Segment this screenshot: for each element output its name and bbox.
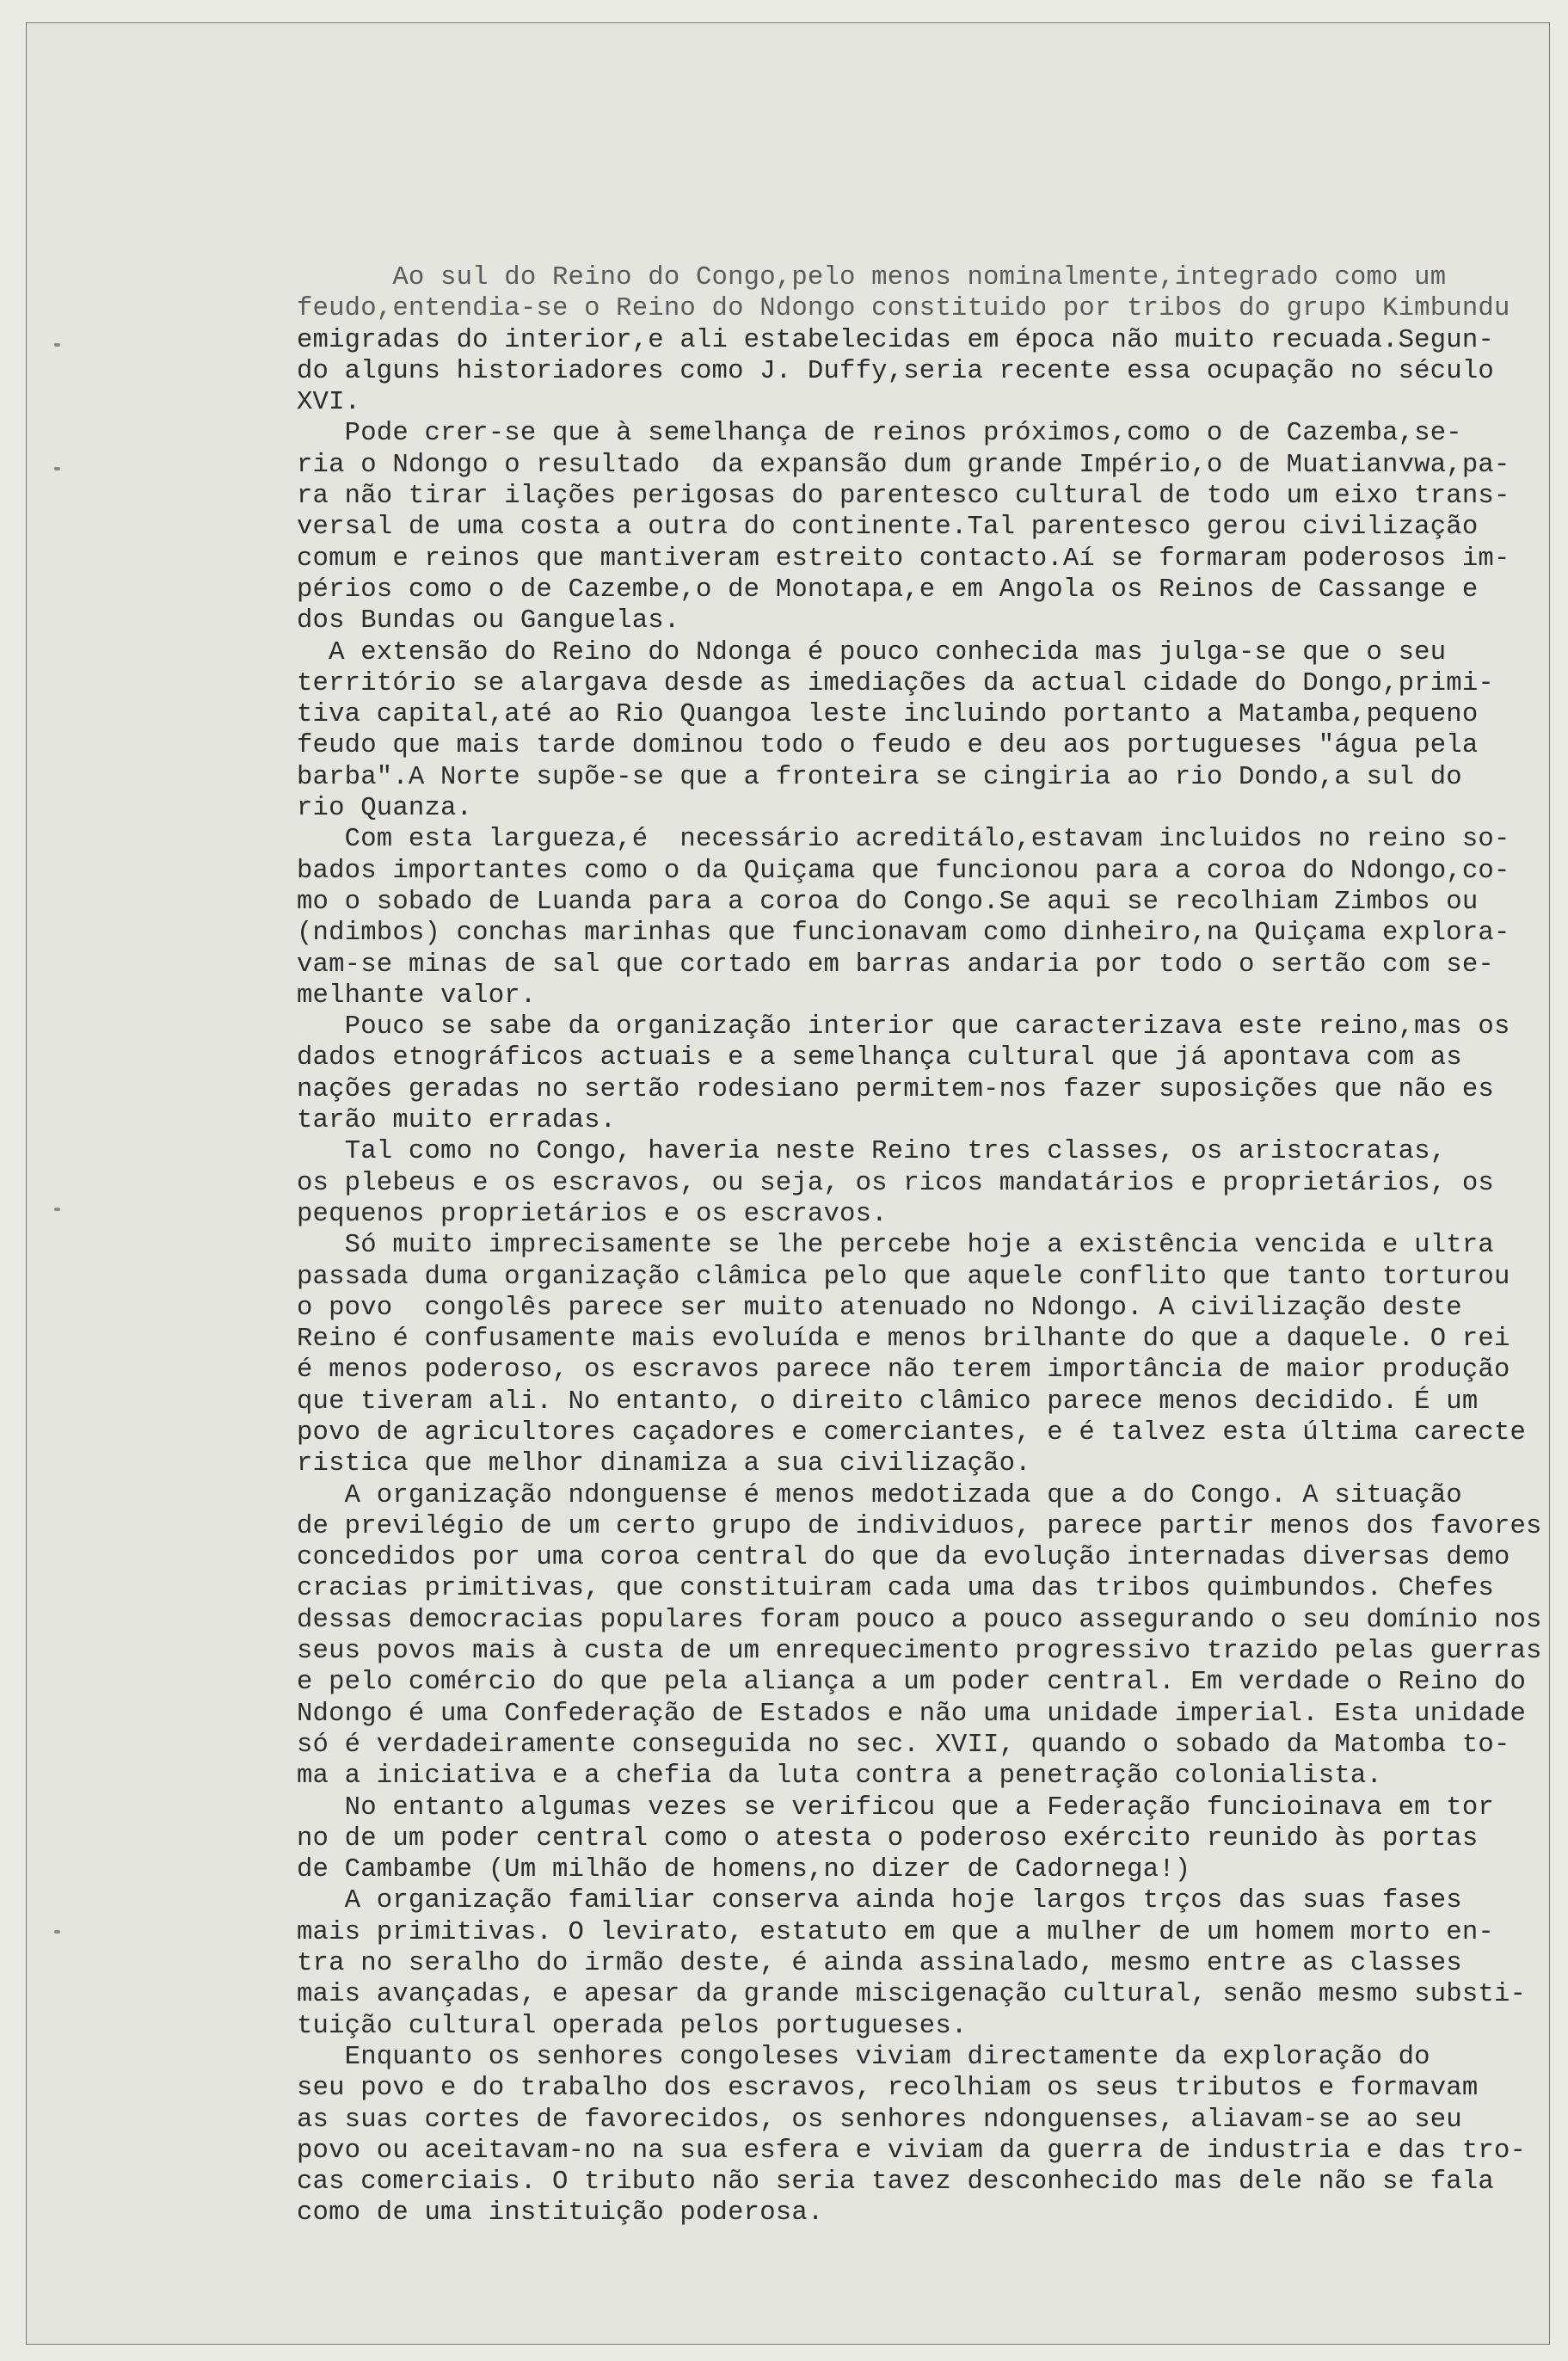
text-line: no de um poder central como o atesta o poderoso exército reunido às portas	[297, 1823, 1479, 1854]
text-line: pequenos proprietários e os escravos.	[297, 1199, 888, 1229]
text-line: de Cambambe (Um milhão de homens,no dizer de Cadornega!)	[297, 1855, 1191, 1885]
text-line: e pelo comércio do que pela aliança a um poder central. Em verdade o Reino do	[297, 1668, 1527, 1698]
text-line: concedidos por uma coroa central do que da evolução internadas diversas demo	[297, 1543, 1510, 1573]
text-line: povo ou aceitavam-no na sua esfera e viviam da guerra de industria e das tro-	[297, 2136, 1527, 2166]
text-line: ristica que melhor dinamiza a sua civilização.	[297, 1449, 1031, 1479]
text-line: só é verdadeiramente conseguida no sec. XVII, quando o sobado da Matomba to-	[297, 1730, 1510, 1760]
text-line: seus povos mais à custa de um enrequecimento progressivo trazido pelas guerras	[297, 1637, 1542, 1667]
text-line: tuição cultural operada pelos portugueses.	[297, 2011, 968, 2041]
text-line: as suas cortes de favorecidos, os senhores ndonguenses, aliavam-se ao seu	[297, 2105, 1462, 2135]
binder-mark	[54, 343, 60, 347]
text-line: o povo congolês parece ser muito atenuado no Ndongo. A civilização deste	[297, 1293, 1462, 1323]
text-line: feudo,entendia-se o Reino do Ndongo constituido por tribos do grupo Kimbundu	[297, 294, 1510, 324]
binder-mark	[54, 1208, 60, 1211]
text-line: ma a iniciativa e a chefia da luta contra a penetração colonialista.	[297, 1762, 1383, 1792]
text-line: rio Quanza.	[297, 794, 473, 824]
text-line: A organização familiar conserva ainda hoje largos trços das suas fases	[297, 1886, 1462, 1916]
text-line: mais primitivas. O levirato, estatuto em que a mulher de um homem morto en-	[297, 1917, 1494, 1947]
text-line: dessas democracias populares foram pouco a pouco assegurando o seu domínio nos	[297, 1605, 1542, 1635]
text-line: Com esta largueza,é necessário acreditálo,estavam incluidos no reino so-	[297, 825, 1510, 855]
text-line: No entanto algumas vezes se verificou que a Federação funcioinava em tor	[297, 1792, 1494, 1823]
text-line: Pouco se sabe da organização interior que caracterizava este reino,mas os	[297, 1012, 1510, 1042]
text-line: passada duma organização clâmica pelo que aquele conflito que tanto torturou	[297, 1262, 1510, 1292]
text-line: bados importantes como o da Quiçama que funcionou para a coroa do Ndongo,co-	[297, 856, 1510, 886]
text-line: A organização ndonguense é menos medotizada que a do Congo. A situação	[297, 1480, 1462, 1510]
text-line: (ndimbos) conchas marinhas que funcionavam como dinheiro,na Quiçama explora-	[297, 919, 1510, 949]
text-line: dos Bundas ou Ganguelas.	[297, 606, 680, 636]
text-line: XVI.	[297, 388, 361, 418]
text-line: que tiveram ali. No entanto, o direito clâmico parece menos decidido. É um	[297, 1386, 1479, 1417]
text-line: melhante valor.	[297, 981, 537, 1011]
text-line: feudo que mais tarde dominou todo o feudo e deu aos portugueses "água pela	[297, 731, 1479, 761]
text-line: tiva capital,até ao Rio Quangoa leste incluindo portanto a Matamba,pequeno	[297, 700, 1479, 730]
text-line: de previlégio de um certo grupo de individuos, parece partir menos dos favores	[297, 1511, 1542, 1541]
text-line: emigradas do interior,e ali estabelecidas em época não muito recuada.Segun-	[297, 325, 1494, 355]
text-line: Ao sul do Reino do Congo,pelo menos nominalmente,integrado como um	[297, 263, 1447, 292]
text-line: Enquanto os senhores congoleses viviam directamente da exploração do	[297, 2042, 1430, 2072]
text-line: nações geradas no sertão rodesiano permitem-nos fazer suposições que não es	[297, 1074, 1494, 1104]
text-line: território se alargava desde as imediações da actual cidade do Dongo,primi-	[297, 668, 1494, 698]
text-line: tra no seralho do irmão deste, é ainda assinalado, mesmo entre as classes	[297, 1949, 1462, 1979]
text-line: A extensão do Reino do Ndonga é pouco conhecida mas julga-se que o seu	[297, 637, 1447, 667]
text-line: Reino é confusamente mais evoluída e menos brilhante do que a daquele. O rei	[297, 1325, 1510, 1355]
text-line: mais avançadas, e apesar da grande miscigenação cultural, senão mesmo substi-	[297, 1980, 1527, 2010]
text-line: cracias primitivas, que constituiram cada uma das tribos quimbundos. Chefes	[297, 1574, 1494, 1604]
text-line: é menos poderoso, os escravos parece não terem importância de maior produção	[297, 1356, 1510, 1386]
text-line: dados etnográficos actuais e a semelhança cultural que já apontava com as	[297, 1043, 1462, 1073]
text-line: como de uma instituição poderosa.	[297, 2198, 824, 2229]
text-line: os plebeus e os escravos, ou seja, os ricos mandatários e proprietários, os	[297, 1168, 1494, 1198]
text-line: Só muito imprecisamente se lhe percebe hoje a existência vencida e ultra	[297, 1231, 1494, 1261]
text-line: Tal como no Congo, haveria neste Reino tres classes, os aristocratas,	[297, 1137, 1447, 1167]
binder-mark	[54, 1930, 60, 1934]
typed-text-body	[297, 262, 1542, 2229]
text-line: vam-se minas de sal que cortado em barras andaria por todo o sertão com se-	[297, 950, 1494, 980]
text-line: Pode crer-se que à semelhança de reinos próximos,como o de Cazemba,se-	[297, 419, 1462, 449]
text-line: seu povo e do trabalho dos escravos, recolhiam os seus tributos e formavam	[297, 2074, 1479, 2104]
text-line: do alguns historiadores como J. Duffy,seria recente essa ocupação no século	[297, 356, 1494, 386]
text-line: cas comerciais. O tributo não seria tavez desconhecido mas dele não se fala	[297, 2167, 1494, 2198]
text-line: povo de agricultores caçadores e comerciantes, e é talvez esta última carecte	[297, 1417, 1527, 1448]
text-line: ra não tirar ilações perigosas do parentesco cultural de todo um eixo trans-	[297, 482, 1510, 512]
text-line: comum e reinos que mantiveram estreito contacto.Aí se formaram poderosos im-	[297, 544, 1510, 574]
text-line: versal de uma costa a outra do continente.Tal parentesco gerou civilização	[297, 513, 1479, 543]
text-line: barba".A Norte supõe-se que a fronteira se cingiria ao rio Dondo,a sul do	[297, 762, 1462, 792]
text-line: ria o Ndongo o resultado da expansão dum grande Império,o de Muatianvwa,pa-	[297, 450, 1510, 480]
text-line: tarão muito erradas.	[297, 1106, 617, 1136]
text-line: périos como o de Cazembe,o de Monotapa,e em Angola os Reinos de Cassange e	[297, 575, 1479, 605]
text-line: mo o sobado de Luanda para a coroa do Congo.Se aqui se recolhiam Zimbos ou	[297, 887, 1479, 917]
text-line: Ndongo é uma Confederação de Estados e não uma unidade imperial. Esta unidade	[297, 1699, 1527, 1729]
binder-mark	[54, 467, 60, 470]
